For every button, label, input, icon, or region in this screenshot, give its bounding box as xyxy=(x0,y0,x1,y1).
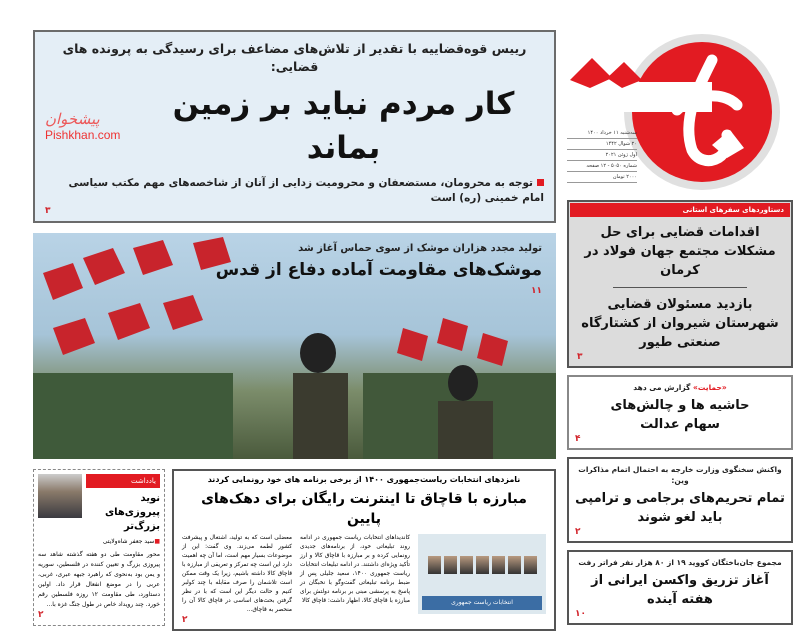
bullet-icon xyxy=(537,179,544,186)
section-banner: یادداشت xyxy=(86,474,160,488)
section-banner: دستاوردهای سفرهای استانی xyxy=(570,203,790,217)
photo-story-kicker: تولید مجدد هزاران موشک از سوی حماس آغاز شد xyxy=(298,243,542,254)
watermark-en: Pishkhan.com xyxy=(45,128,121,142)
masthead-dates xyxy=(567,128,637,183)
election-kicker: نامزدهای انتخابات ریاست‌جمهوری ۱۴۰۰ از برخی برنامه های خود رونمایی کردند xyxy=(207,475,521,484)
election-column-1: کاندیداهای انتخابات ریاست جمهوری در ادامه روند تبلیغاتی خود، از برنامه‌های جدیدی رونمایی کرده و بر مبارزه با قاچاق کالا و ارز تأکید ویژه‌ای داشتند. در ادامه تبلیغات انتخابات ریاست جمهوری ۱۴۰۰، سعید جلیلی پس از ضبط برنامه تبلیغاتی گفت‌وگو با نخبگان در پاسخ به پرسشی مبنی بر برنامه دولتش برای مبارزه با قاچاق کالا، اظهار داشت: قاچاق کالا xyxy=(300,535,410,604)
lead-subheadline xyxy=(45,176,544,206)
report-box[interactable] xyxy=(567,375,793,450)
election-column-2: معضلی است که به تولید، اشتغال و پیشرفت کشور لطمه می‌زند. وی گفت: این از موضوعات بسیار مهم است، اما آن چه اهمیت دارد این است چه تمرکز و تعریفی از مبارزه با قاچاق کالا داشته باشیم، زیرا یک وقت ممکن است تلاشمان را صرف مقابله با چند کولبر کنیم و حالت دیگر این است که با در نظر گرفتن بحث‌های اساسی در قاچاق کالا آن را منحصر به قاچاق... xyxy=(182,535,292,613)
report-kicker: گزارش می دهد xyxy=(633,383,691,392)
candidate-faces xyxy=(424,556,540,574)
page-ref: ۲ xyxy=(182,615,188,625)
image-caption: انتخابات ریاست جمهوری xyxy=(422,596,542,610)
date-gregorian: اول ژوئن ۲۰۲۱ xyxy=(567,150,637,161)
foreign-box[interactable] xyxy=(567,457,793,543)
right-column xyxy=(567,200,793,625)
provincial-headline-1[interactable]: اقدامات قضایی برای حل مشکلات مجتمع جهان فولاد در کرمان xyxy=(584,225,776,278)
provincial-box[interactable] xyxy=(567,200,793,368)
election-body xyxy=(182,534,546,615)
date-shamsi: سه‌شنبه ۱۱ خرداد ۱۴۰۰ xyxy=(567,128,637,139)
provincial-headline-2[interactable]: بازدید مسئولان قضایی شهرستان شیروان از کشتارگاه صنعتی طیور xyxy=(581,297,779,350)
election-story[interactable] xyxy=(172,469,556,631)
photo-story-headline[interactable]: موشک‌های مقاومت آماده دفاع از قدس xyxy=(215,260,542,280)
foreign-headline[interactable]: تمام تحریم‌های برجامی و ترامپی باید لغو شوند xyxy=(575,491,785,525)
vaccine-kicker: مجموع جان‌باختگان کووید ۱۹ از ۸۰ هزار نفر فراتر رفت xyxy=(578,558,782,567)
column-header xyxy=(38,474,160,534)
report-headline[interactable]: حاشیه ها و چالش‌های سهام عدالت xyxy=(610,398,750,432)
page-ref: ۴ xyxy=(575,434,581,444)
page-ref: ۲ xyxy=(575,527,581,537)
watermark-fa: پیشخوان xyxy=(45,110,100,128)
date-hijri: ۲۰ شوال ۱۴۴۲ xyxy=(567,139,637,150)
candidates-image xyxy=(418,534,546,614)
photo-story[interactable] xyxy=(33,233,556,459)
vaccine-box[interactable] xyxy=(567,550,793,625)
page-ref: ۱۱ xyxy=(531,286,542,296)
divider xyxy=(613,287,746,288)
issue-number: شماره ۵۰۵۰ - ۱۲ صفحه xyxy=(567,161,637,172)
page-ref: ۳ xyxy=(45,206,51,216)
photo-story-title xyxy=(216,243,542,297)
lead-headline-row xyxy=(45,82,544,170)
lead-kicker: رییس قوه‌قضاییه با تقدیر از تلاش‌های مضاعف برای رسیدگی به پرونده های قضایی: xyxy=(62,41,527,74)
page-ref: ۱۰ xyxy=(575,609,586,619)
bottom-row xyxy=(33,469,556,631)
election-headline[interactable]: مبارزه با قاچاق تا اینترنت رایگان برای دهک‌های پایین xyxy=(201,491,527,527)
left-area xyxy=(33,30,556,631)
lead-sub-text: توجه به محرومان، مستضعفان و محرومیت زدایی از آنان از شاخصه‌های مهم مکتب سیاسی امام خمینی (ره) است xyxy=(68,177,544,204)
column-header-text xyxy=(86,474,160,534)
author-photo xyxy=(38,474,82,518)
lead-headline[interactable]: کار مردم نباید بر زمین بماند xyxy=(172,86,515,166)
page-ref: ۳ xyxy=(577,352,583,362)
price: ۲۰۰۰ تومان xyxy=(567,172,637,183)
report-brand: «حمایت» xyxy=(693,383,727,392)
watermark xyxy=(45,110,137,142)
opinion-column[interactable] xyxy=(33,469,165,626)
column-title[interactable]: نوید پیروزی‌های بزرگ‌تر xyxy=(104,493,160,532)
column-body: محور مقاومت طی دو هفته گذشته شاهد سه پیروزی بزرگ و تعیین کننده در فلسطین، سوریه و یمن بود به‌نحوی که راهبرد جبهه عبری، غربی، عربی را در موضع انفعال قرار داد. اولین دستاورد، طی مقاومت ۱۲ روزه فلسطین رقم خورد. چند رویداد خاص در طول جنگ غزه با... xyxy=(38,551,160,608)
lead-story[interactable] xyxy=(33,30,556,223)
page-ref: ۲ xyxy=(38,610,44,620)
author-name: سید جعفر شاه‌ولایتی xyxy=(102,538,155,545)
foreign-kicker: واکنش سخنگوی وزارت خارجه به احتمال اتمام مذاکرات وین: xyxy=(578,465,782,485)
column-author: ■سید جعفر شاه‌ولایتی xyxy=(102,538,160,545)
vaccine-headline[interactable]: آغاز تزریق واکسن ایرانی از هفته آینده xyxy=(591,573,769,607)
